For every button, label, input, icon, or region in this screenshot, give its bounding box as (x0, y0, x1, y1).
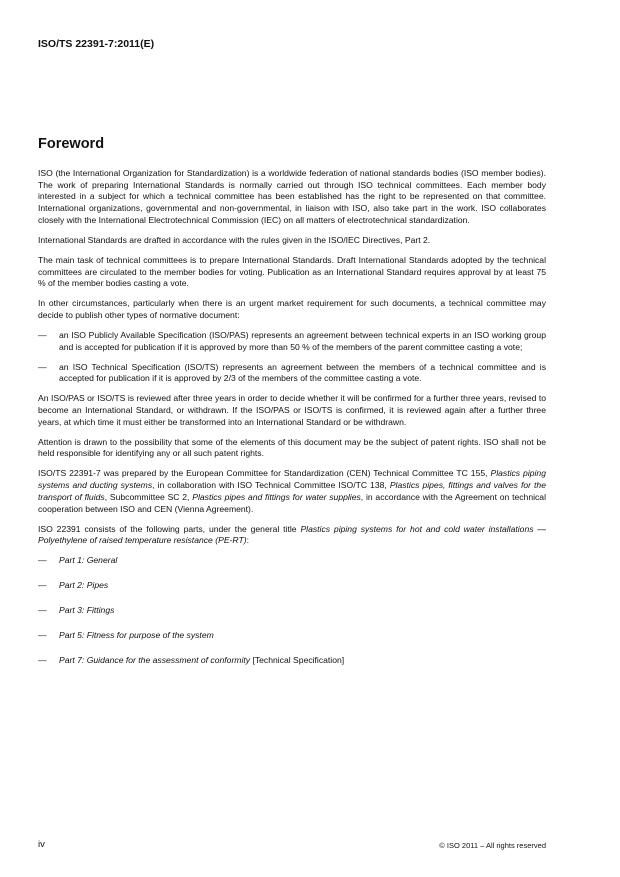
list-item (38, 655, 546, 667)
text-run: , in collaboration with ISO Technical Committee ISO/TC 138, (152, 480, 390, 491)
dash-marker: — (38, 555, 47, 566)
parts-list (38, 555, 546, 667)
paragraph-review: An ISO/PAS or ISO/TS is reviewed after three years in order to decide whether it will be confirmed for a further three years, revised to become an International Standard, or withdrawn. If the ISO/PAS or ISO/TS is confirmed, it is reviewed again after a further three years, at which time it must either be transformed into an International Standard or be withdrawn. (38, 393, 546, 427)
paragraph-other-circumstances: In other circumstances, particularly when there is an urgent market requirement for such documents, a technical committee may decide to publish other types of normative document: (38, 298, 546, 320)
list-item-text: an ISO Technical Specification (ISO/TS) represents an agreement between the members of a technical committee and is accepted for publication if it is approved by 2/3 of the members of the committee casting a vote. (59, 361, 546, 384)
paragraph-parts-intro (38, 524, 546, 547)
paragraph-iso-intro: ISO (the International Organization for Standardization) is a worldwide federation of national standards bodies (ISO member bodies). The work of preparing International Standards is normally carried out through ISO technical committees. Each member body interested in a subject for which a technical committee has been established has the right to be represented on that committee. International organizations, governmental and non-governmental, in liaison with ISO, also take part in the work. ISO collaborates closely with the International Electrotechnical Commission (IEC) on all matters of electrotechnical standardization. (38, 168, 546, 225)
document-id: ISO/TS 22391-7:2011(E) (38, 38, 155, 50)
text-run: ISO 22391 consists of the following parts, under the general title (38, 523, 301, 534)
part-type-suffix: [Technical Specification] (250, 655, 345, 666)
part-title: Part 2: Pipes (59, 580, 109, 591)
list-item (38, 580, 546, 592)
text-run: , in accordance with the Agreement on technical cooperation between ISO and CEN (Vienna Agreement). (38, 491, 546, 514)
list-item-text: an ISO Publicly Available Specification (ISO/PAS) represents an agreement between technical experts in an ISO working group and is accepted for publication if it is approved by more than 50 % of the members of the parent committee casting a vote; (59, 329, 546, 352)
italic-committee-title: Plastics pipes, fittings and valves for the transport of fluids (38, 480, 546, 502)
part-title: Part 3: Fittings (59, 605, 115, 616)
dash-marker: — (38, 361, 47, 372)
list-item-pas (38, 330, 546, 353)
paragraph-main-task: The main task of technical committees is to prepare International Standards. Draft International Standards adopted by the technical committees are circulated to the member bodies for voting. Publication as an International Standard requires approval by at least 75 % of the member bodies casting a vote. (38, 254, 546, 289)
dash-marker: — (38, 605, 47, 616)
copyright-notice: © ISO 2011 – All rights reserved (439, 841, 546, 850)
dash-marker: — (38, 580, 47, 591)
dash-marker: — (38, 329, 47, 340)
page-number: iv (38, 839, 45, 850)
dash-marker: — (38, 655, 47, 666)
list-item (38, 630, 546, 642)
paragraph-patent: Attention is drawn to the possibility that some of the elements of this document may be the subject of patent rights. ISO shall not be held responsible for identifying any or all such patent rights. (38, 436, 546, 459)
part-title: Part 7: Guidance for the assessment of conformity (59, 655, 251, 666)
list-item-ts (38, 362, 546, 385)
italic-committee-title: Plastics piping systems and ducting systems (38, 468, 546, 491)
part-title: Part 1: General (59, 555, 118, 566)
italic-subcommittee-title: Plastics pipes and fittings for water supplies (192, 491, 361, 502)
part-title: Part 5: Fitness for purpose of the system (59, 630, 214, 641)
text-run: : (246, 535, 249, 546)
page-title: Foreword (38, 136, 105, 152)
dash-marker: — (38, 630, 47, 641)
list-item (38, 555, 546, 567)
foreword-body (38, 168, 546, 680)
paragraph-directives: International Standards are drafted in accordance with the rules given in the ISO/IEC Directives, Part 2. (38, 234, 431, 245)
list-item (38, 605, 546, 617)
text-run: , Subcommittee SC 2, (104, 491, 193, 502)
text-run: ISO/TS 22391-7 was prepared by the European Committee for Standardization (CEN) Technical Committee TC 155, (38, 468, 491, 479)
italic-general-title: Plastics piping systems for hot and cold water installations — Polyethylene of raised temperature resistance (PE-RT) (38, 523, 546, 546)
paragraph-prepared-by (38, 468, 546, 515)
